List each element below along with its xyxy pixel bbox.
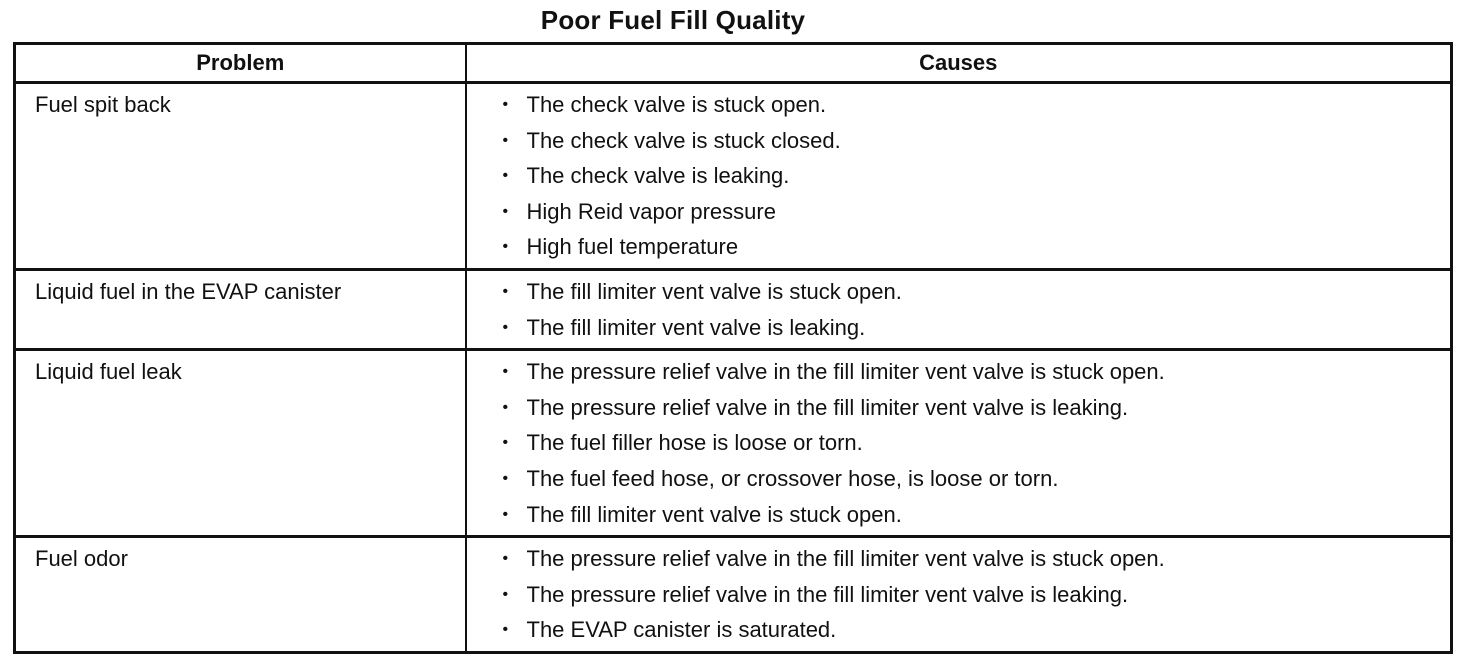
bullet-icon: •	[502, 585, 509, 603]
cause-text: The check valve is stuck open.	[526, 92, 827, 117]
cause-text: High fuel temperature	[526, 234, 739, 260]
bullet-icon: •	[502, 131, 509, 149]
bullet-icon: •	[502, 434, 509, 452]
bullet-icon: •	[502, 202, 509, 220]
cause-text: The fuel feed hose, or crossover hose, is loose or torn.	[526, 465, 1059, 491]
bullet-icon: •	[502, 398, 509, 416]
table-row	[15, 537, 1452, 653]
cause-item	[503, 390, 1451, 426]
cause-item	[503, 123, 1451, 159]
problem-cell: Liquid fuel in the EVAP canister	[15, 269, 466, 349]
cause-text: The check valve is leaking.	[526, 163, 790, 189]
cause-text: The EVAP canister is saturated.	[526, 617, 837, 643]
cause-item	[503, 194, 1451, 230]
causes-cell	[466, 350, 1452, 537]
cause-item	[503, 497, 1451, 533]
header-row	[15, 44, 1452, 83]
causes-cell	[466, 537, 1452, 653]
cause-text: The pressure relief valve in the fill limiter vent valve is leaking.	[526, 581, 1129, 607]
bullet-icon: •	[502, 282, 509, 300]
cause-item	[503, 461, 1451, 497]
cause-item	[503, 229, 1451, 265]
diagnostic-table	[13, 42, 1453, 654]
table-row	[15, 269, 1452, 349]
bullet-icon: •	[502, 505, 509, 523]
bullet-icon: •	[502, 621, 509, 639]
cause-text: The pressure relief valve in the fill limiter vent valve is stuck open.	[526, 546, 1165, 572]
cause-item	[503, 577, 1451, 613]
cause-item	[503, 158, 1451, 194]
problem-cell: Fuel odor	[15, 537, 466, 653]
cause-text: High Reid vapor pressure	[526, 198, 776, 224]
cause-text: The fill limiter vent valve is leaking.	[526, 314, 866, 340]
causes-cell	[466, 269, 1452, 349]
table-row	[15, 350, 1452, 537]
causes-column-header: Causes	[466, 44, 1452, 83]
cause-list	[503, 354, 1451, 532]
cause-item	[503, 425, 1451, 461]
cause-text: The fuel filler hose is loose or torn.	[526, 430, 863, 456]
cause-item	[503, 354, 1451, 390]
bullet-icon: •	[502, 469, 509, 487]
cause-text: The pressure relief valve in the fill limiter vent valve is stuck open.	[526, 359, 1165, 385]
bullet-icon: •	[502, 167, 509, 185]
bullet-icon: •	[502, 550, 509, 568]
causes-cell	[466, 83, 1452, 270]
cause-list	[503, 87, 1451, 265]
cause-text: The fill limiter vent valve is stuck open.	[526, 501, 902, 527]
table-row	[15, 83, 1452, 270]
bullet-icon: •	[502, 363, 509, 381]
problem-cell: Liquid fuel leak	[15, 350, 466, 537]
bullet-icon: •	[502, 318, 509, 336]
cause-item	[503, 541, 1451, 577]
cause-list	[503, 274, 1451, 345]
cause-item	[503, 612, 1451, 648]
cause-item	[503, 274, 1451, 310]
problem-column-header: Problem	[15, 44, 466, 83]
cause-list	[503, 541, 1451, 648]
cause-text: The check valve is stuck closed.	[526, 127, 841, 153]
bullet-icon: •	[502, 96, 509, 113]
bullet-icon: •	[502, 238, 509, 256]
cause-item	[503, 310, 1451, 346]
cause-text: The pressure relief valve in the fill limiter vent valve is leaking.	[526, 394, 1129, 420]
problem-cell: Fuel spit back	[15, 83, 466, 270]
cause-item	[503, 87, 1451, 123]
cause-text: The fill limiter vent valve is stuck open.	[526, 278, 902, 304]
document-title: Poor Fuel Fill Quality	[540, 5, 806, 35]
